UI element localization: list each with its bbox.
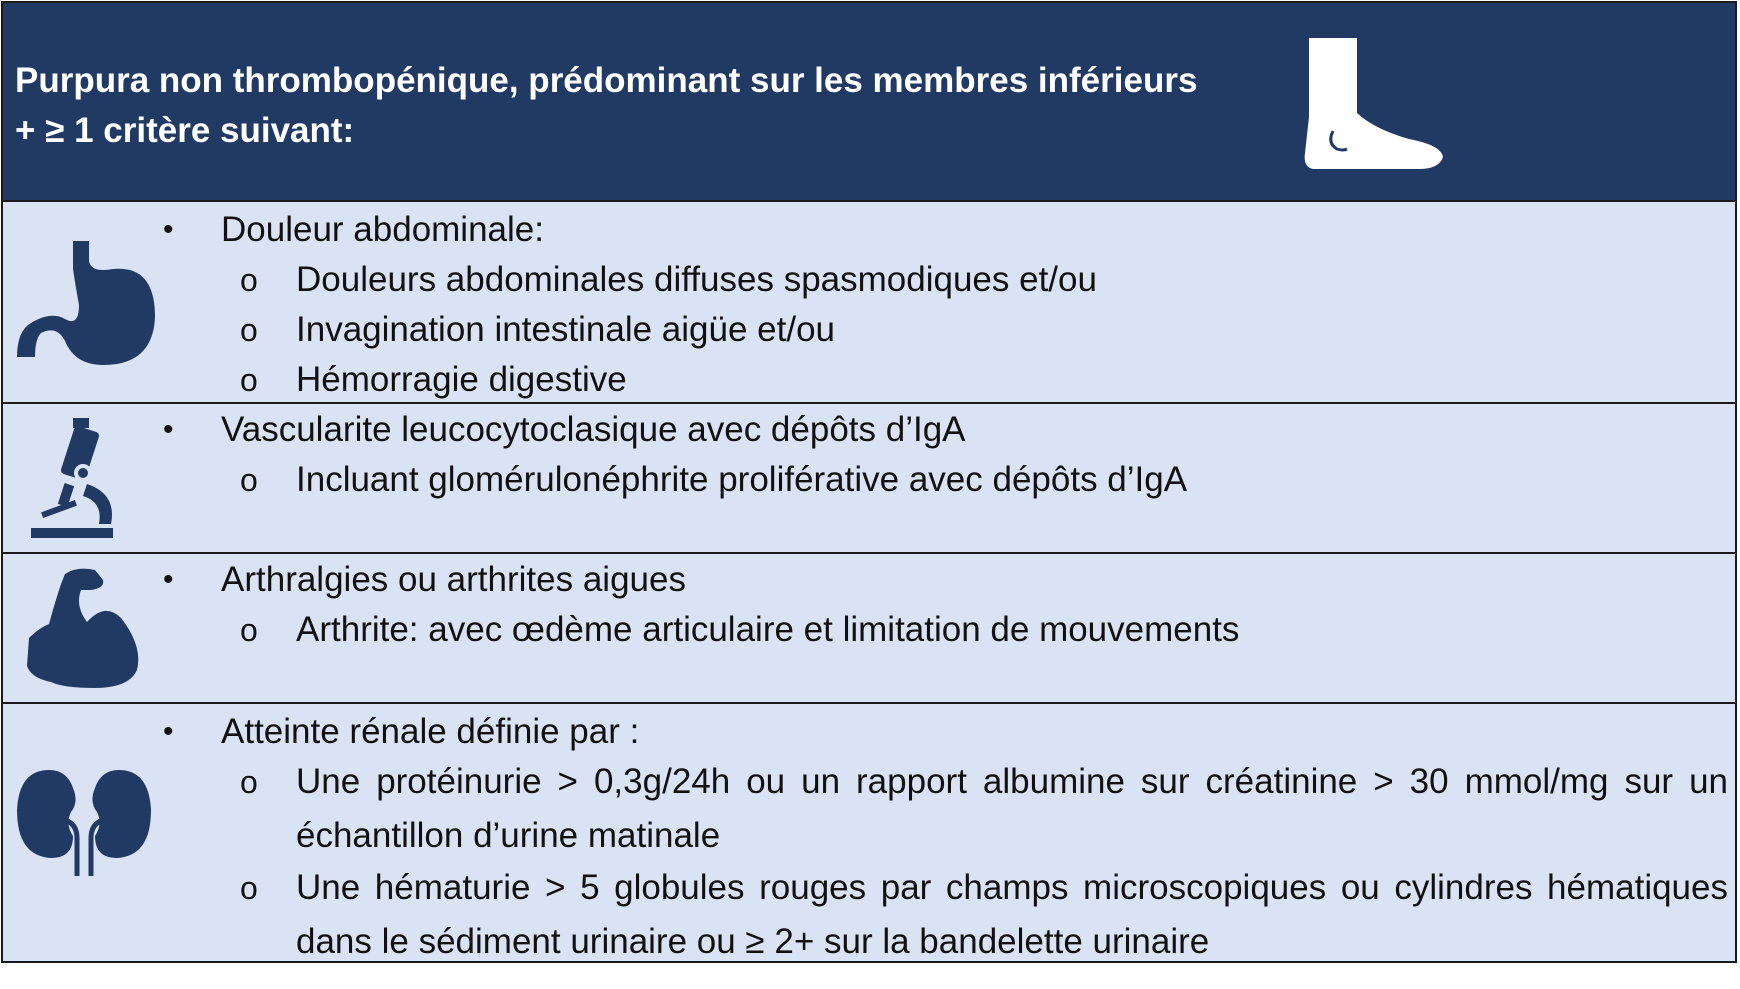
criteria-row-abdominal [3,202,1735,404]
criterion-item: Incluant glomérulonéphrite proliférative avec dépôts d’IgA [296,460,1188,499]
criterion-title: Douleur abdominale: [221,210,544,249]
stomach-icon [17,239,159,371]
foot-icon [1299,33,1447,173]
muscle-arm-icon [25,566,143,692]
header-line-1: Purpura non thrombopénique, prédominant sur les membres inférieurs [15,61,1198,100]
criterion-title: Atteinte rénale définie par : [221,712,640,751]
criteria-row-vasculitis [3,404,1735,554]
criterion-item: Arthrite: avec œdème articulaire et limitation de mouvements [296,610,1240,649]
microscope-icon [31,418,119,540]
criterion-item: Invagination intestinale aigüe et/ou [296,310,836,349]
criterion-item: Une hématurie > 5 globules rouges par champs microscopiques ou cylindres hématiques dans le sédiment urinaire ou ≥ 2+ sur la bandelette urinaire [296,868,1728,961]
criterion-title: Arthralgies ou arthrites aigues [221,560,686,599]
sub-marker: o [240,764,258,800]
bullet-marker: • [163,563,174,596]
bullet-marker: • [163,715,174,748]
bullet-marker: • [163,413,174,446]
sub-marker: o [240,870,258,906]
criteria-row-renal [3,704,1735,961]
criterion-item: Hémorragie digestive [296,360,627,399]
kidneys-icon [15,766,153,878]
criteria-table [1,1,1737,963]
sub-marker: o [240,262,258,298]
sub-marker: o [240,362,258,398]
table-header [3,3,1735,202]
sub-marker: o [240,612,258,648]
sub-marker: o [240,312,258,348]
criterion-title: Vascularite leucocytoclasique avec dépôts d’IgA [221,410,966,449]
criterion-item: Douleurs abdominales diffuses spasmodiques et/ou [296,260,1097,299]
sub-marker: o [240,462,258,498]
criteria-row-arthritis [3,554,1735,704]
bullet-marker: • [163,213,174,246]
header-line-2: + ≥ 1 critère suivant: [15,111,355,150]
criterion-item: Une protéinurie > 0,3g/24h ou un rapport albumine sur créatinine > 30 mmol/mg sur un échantillon d’urine matinale [296,762,1728,855]
